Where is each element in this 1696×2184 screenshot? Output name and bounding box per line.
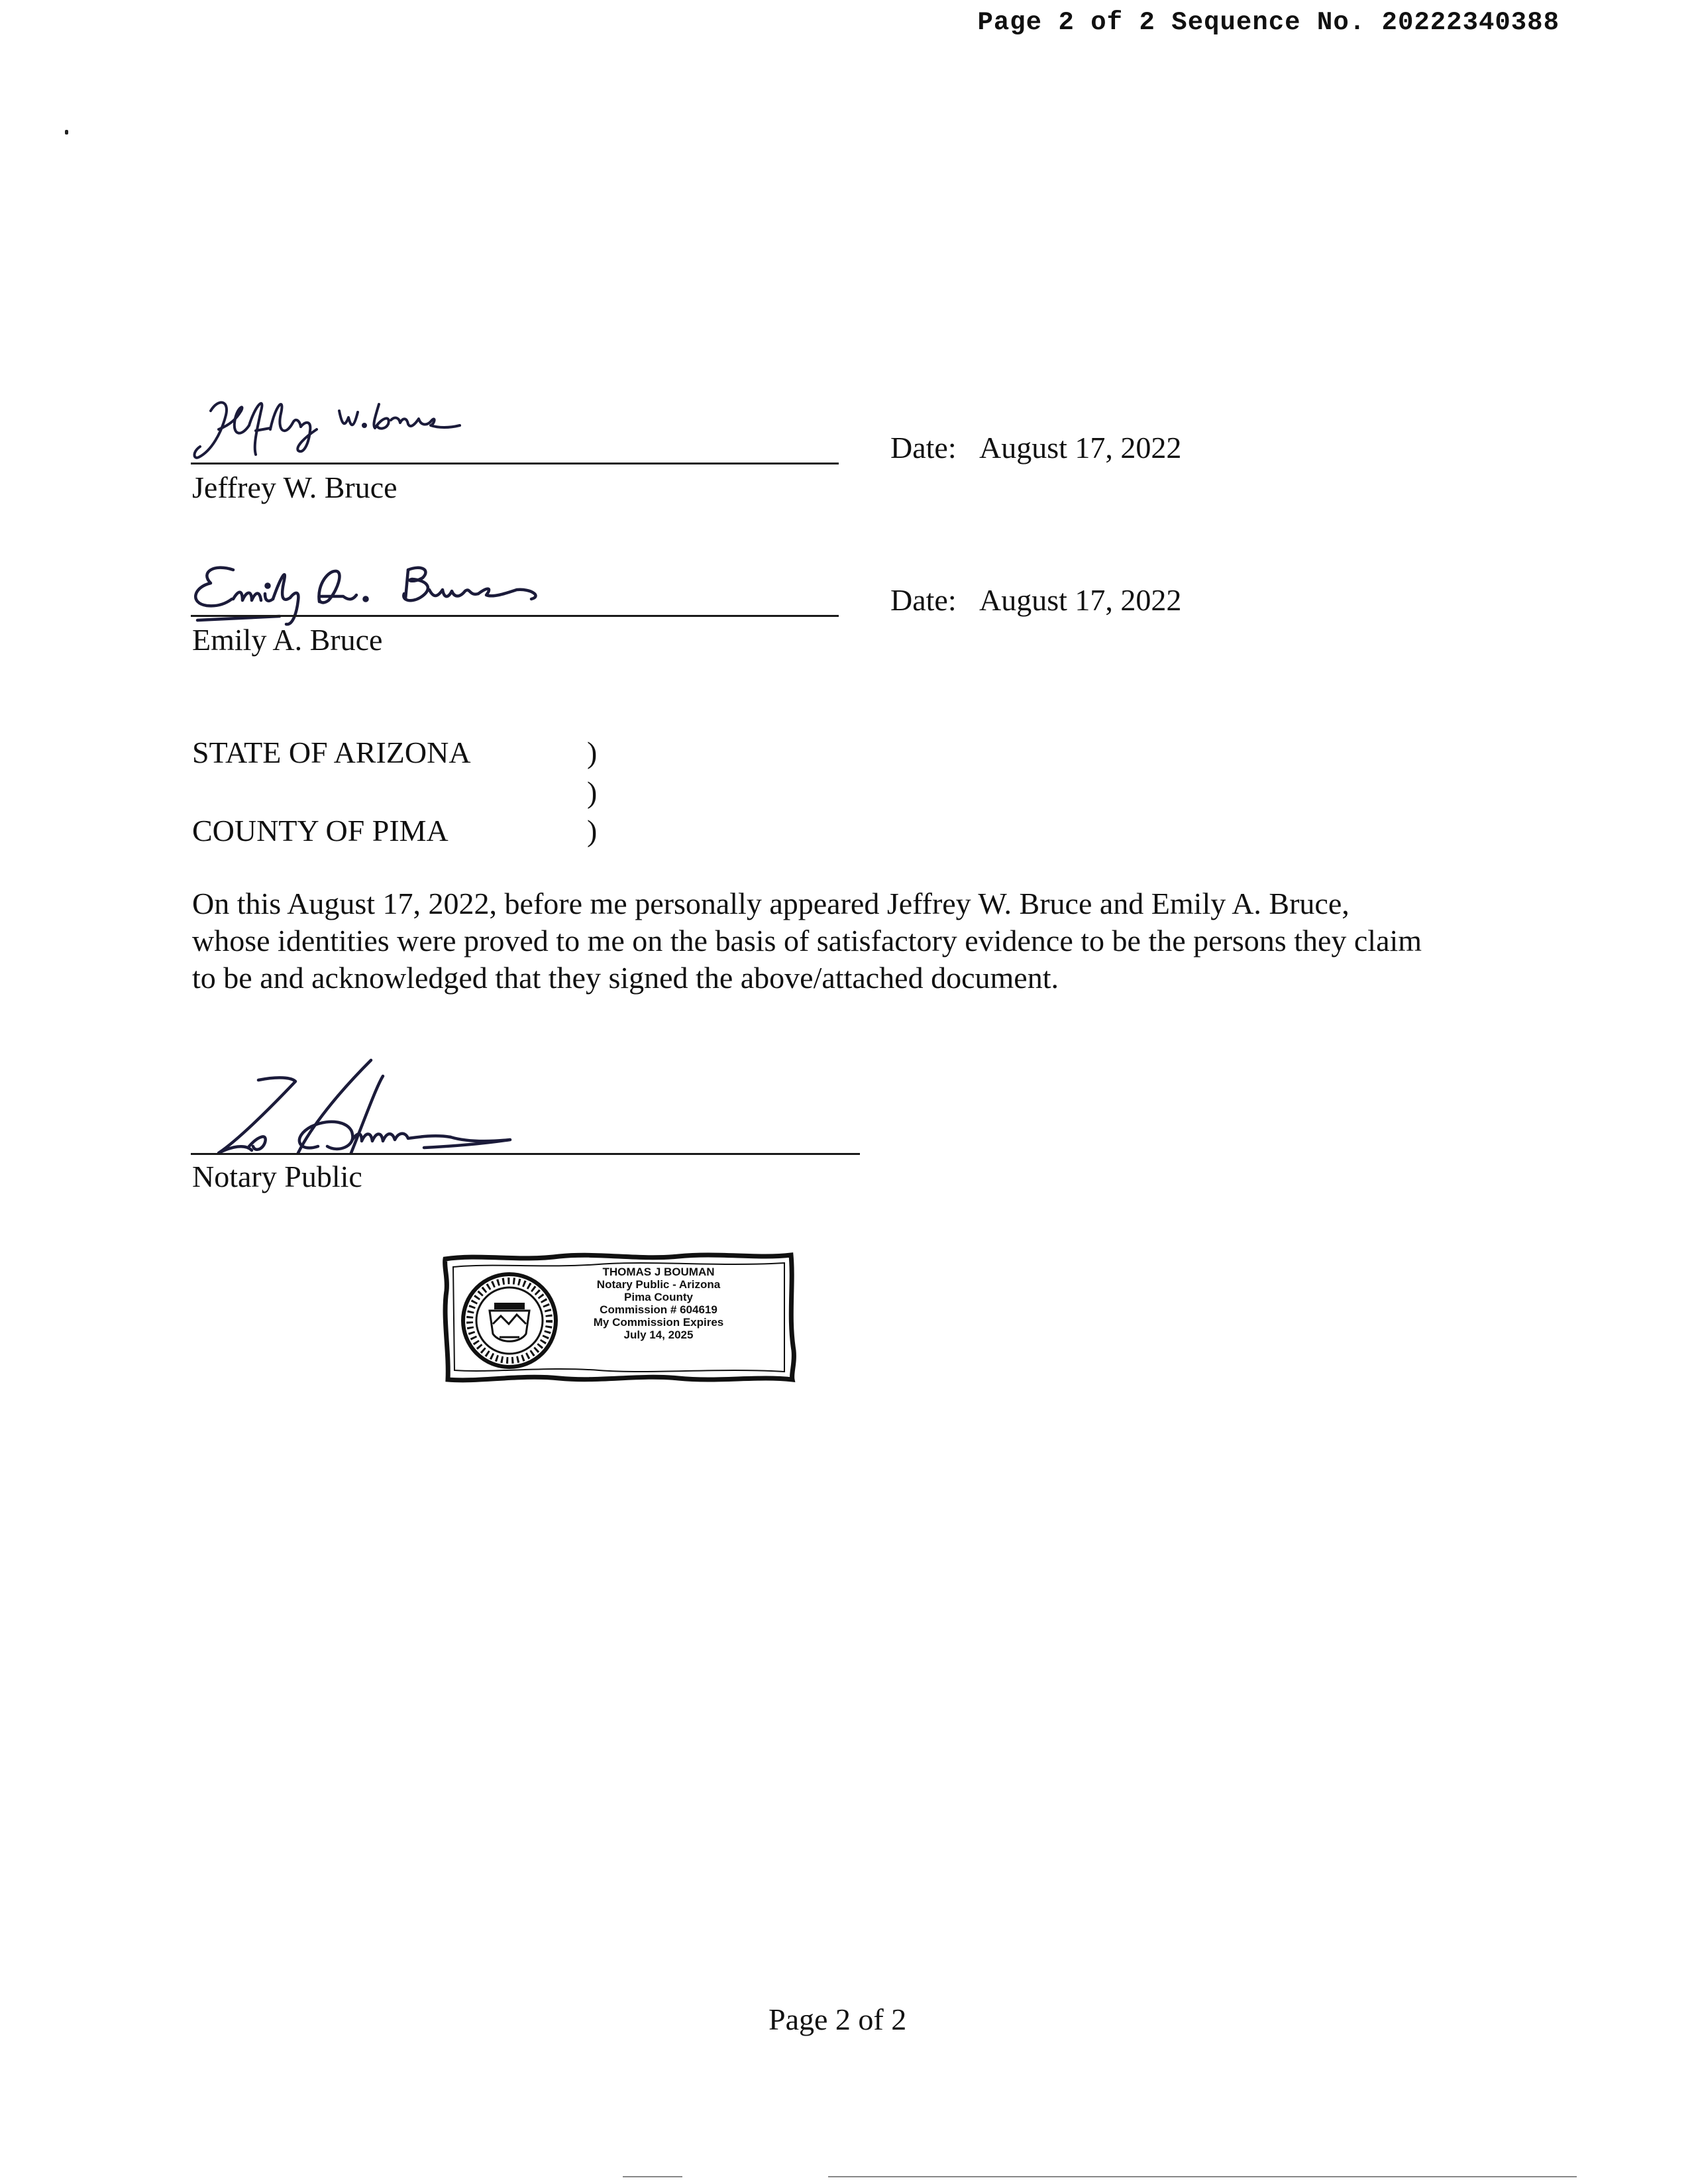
- page-footer: Page 2 of 2: [768, 2002, 907, 2036]
- arizona-state-seal-icon: [460, 1271, 559, 1374]
- signer-name-jeffrey: Jeffrey W. Bruce: [192, 470, 398, 504]
- venue-paren-1: ): [587, 736, 598, 769]
- acknowledgment-paragraph: [192, 885, 1510, 997]
- venue-county: COUNTY OF PIMA: [192, 814, 449, 847]
- signature-line-notary: [191, 1153, 860, 1155]
- signature-notary: [199, 1054, 570, 1166]
- notary-label: Notary Public: [192, 1160, 362, 1193]
- date-label-2: Date:: [890, 583, 957, 617]
- scan-edge-mark-2: [828, 2176, 1577, 2177]
- stamp-county: Pima County: [624, 1291, 693, 1303]
- scan-speck: [65, 130, 68, 135]
- venue-paren-3: ): [587, 814, 598, 847]
- stamp-commission: Commission # 604619: [600, 1303, 717, 1316]
- signature-jeffrey: [192, 391, 470, 464]
- date-label-1: Date:: [890, 431, 957, 464]
- venue-state: STATE OF ARIZONA: [192, 736, 471, 769]
- scan-edge-mark-1: [623, 2176, 682, 2177]
- stamp-expires-date: July 14, 2025: [623, 1329, 694, 1341]
- signer-name-emily: Emily A. Bruce: [192, 623, 383, 657]
- date-value-1: August 17, 2022: [979, 431, 1182, 464]
- date-value-2: August 17, 2022: [979, 583, 1182, 617]
- stamp-text-block: [572, 1266, 745, 1341]
- venue-paren-2: ): [587, 775, 598, 809]
- signature-line-emily: [191, 615, 839, 617]
- recording-header: Page 2 of 2 Sequence No. 20222340388: [977, 8, 1560, 37]
- acknowledgment-line-2: whose identities were proved to me on the basis of satisfactory evidence to be the persons they claim: [192, 924, 1422, 957]
- notary-stamp: [440, 1251, 798, 1387]
- signature-emily: [187, 557, 611, 629]
- signature-line-jeffrey: [191, 463, 839, 464]
- stamp-expires-label: My Commission Expires: [593, 1316, 724, 1329]
- acknowledgment-line-3: to be and acknowledged that they signed the above/attached document.: [192, 961, 1059, 995]
- stamp-notary-name: THOMAS J BOUMAN: [602, 1266, 715, 1278]
- stamp-notary-title: Notary Public - Arizona: [596, 1278, 721, 1291]
- acknowledgment-line-1: On this August 17, 2022, before me personally appeared Jeffrey W. Bruce and Emily A. Bruce,: [192, 887, 1350, 920]
